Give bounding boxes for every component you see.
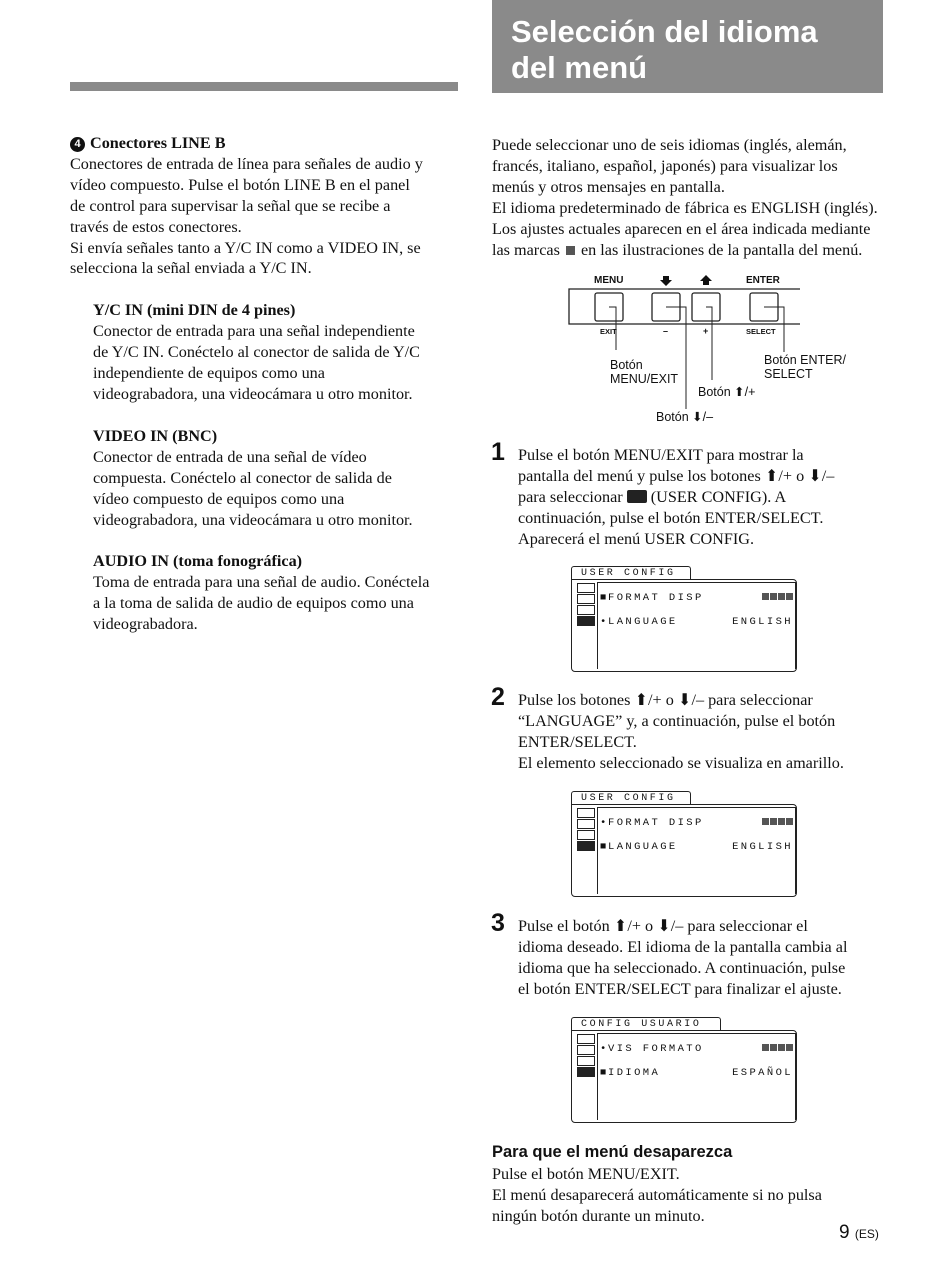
footer-text: Pulse el botón MENU/EXIT. El menú desaparecerá automáticamente si no pulsa ningún botón durante un minuto. bbox=[492, 1165, 822, 1225]
step-3-text: Pulse el botón ⬆/+ o ⬇/– para seleccionar el idioma deseado. El idioma de la pantalla cambia al idioma que ha seleccionado. A continuación, pulse el botón ENTER/SELECT para finalizar el ajuste. bbox=[518, 917, 848, 998]
select-label: SELECT bbox=[746, 327, 776, 336]
step-number-1: 1 bbox=[491, 438, 505, 466]
button-diagram-lines bbox=[560, 272, 860, 432]
section-heading: 4 Conectores LINE B bbox=[70, 133, 465, 154]
menu-row-language: ■LANGUAGE ENGLISH bbox=[600, 841, 793, 853]
plus-box-icon bbox=[577, 605, 595, 615]
menu-button-top-label: MENU bbox=[594, 275, 624, 286]
menu-row-format: •FORMAT DISP bbox=[600, 817, 793, 829]
exit-label: EXIT bbox=[600, 327, 617, 336]
title-banner bbox=[492, 0, 883, 93]
up-arrow-icon: ⬆ bbox=[734, 385, 745, 399]
toolbox-icon bbox=[577, 616, 595, 626]
section-number-badge: 4 bbox=[70, 137, 85, 152]
enter-select-callout: Botón ENTER/ SELECT bbox=[764, 353, 846, 381]
enter-button-top-label: ENTER bbox=[746, 275, 780, 286]
picture-icon bbox=[577, 808, 595, 818]
step-number-2: 2 bbox=[491, 683, 505, 711]
step-number-3: 3 bbox=[491, 909, 505, 937]
setting-mark-icon bbox=[566, 246, 575, 255]
plus-box-icon bbox=[577, 1056, 595, 1066]
page-title: Selección del idioma del menú bbox=[511, 14, 818, 85]
minus-callout: Botón ⬇/– bbox=[656, 410, 714, 424]
meter-icon bbox=[577, 594, 595, 604]
toolbox-icon bbox=[577, 841, 595, 851]
up-arrow-icon: ⬆ bbox=[613, 917, 628, 935]
yc-in-block: Y/C IN (mini DIN de 4 pines) Conector de entrada para una señal independiente de Y/C IN. Conéctelo al conector de salida de Y/C independiente de equipos como una videograbadora, una videocámara u otro monitor. VIDEO IN (BNC) Conector de entrada de una señal de vídeo compuesta. Conéctelo al conector de salida de vídeo compuesto de equipos como una videograbadora, una videocámara u otro monitor. AUDIO IN (toma fonográfica) Toma de entrada para una señal de audio. Conéctela a la toma de salida de audio de equipos como una videograbadora. bbox=[93, 301, 430, 634]
header-rule bbox=[70, 82, 458, 91]
picture-icon bbox=[577, 583, 595, 593]
plus-label: + bbox=[703, 326, 709, 336]
setting-bars bbox=[761, 1043, 793, 1055]
setting-bars bbox=[761, 592, 793, 604]
menu-screen-3 bbox=[571, 1017, 797, 1123]
menu-exit-callout: Botón MENU/EXIT bbox=[610, 358, 679, 386]
button-diagram bbox=[560, 272, 860, 432]
plus-callout: Botón ⬆/+ bbox=[698, 385, 756, 399]
footer-heading: Para que el menú desaparezca bbox=[492, 1143, 733, 1161]
toolbox-icon bbox=[627, 490, 647, 503]
plus-box-icon bbox=[577, 830, 595, 840]
up-arrow-icon: ⬆ bbox=[634, 691, 649, 709]
menu-screen-1 bbox=[571, 566, 797, 672]
menu-row-format: ■FORMAT DISP bbox=[600, 592, 793, 604]
down-arrow-icon: ⬇ bbox=[657, 917, 671, 935]
setting-bars bbox=[761, 817, 793, 829]
down-arrow-icon: ⬇ bbox=[692, 410, 703, 424]
up-arrow-icon: ⬆ bbox=[764, 466, 779, 485]
down-arrow-icon: ⬇ bbox=[677, 691, 692, 709]
step-1-text: Pulse el botón MENU/EXIT para mostrar la pantalla del menú y pulse los botones ⬆/+ o ⬇/– para seleccionar (USER CONFIG). A continuación, pulse el botón ENTER/SELECT. Aparecerá el menú USER CONFIG. bbox=[518, 446, 835, 548]
down-arrow-icon: ⬇ bbox=[808, 466, 822, 485]
menu-row-format: •VIS FORMATO bbox=[600, 1043, 793, 1055]
minus-label: – bbox=[663, 326, 669, 336]
screen-tab: USER CONFIG bbox=[571, 791, 691, 804]
toolbox-icon bbox=[577, 1067, 595, 1077]
meter-icon bbox=[577, 819, 595, 829]
menu-row-language: •LANGUAGE ENGLISH bbox=[600, 616, 793, 628]
page-number: 9 (ES) bbox=[839, 1222, 879, 1243]
step-2-text: Pulse los botones ⬆/+ o ⬇/– para seleccionar “LANGUAGE” y, a continuación, pulse el botón ENTER/SELECT. El elemento seleccionado se visualiza en amarillo. bbox=[518, 691, 844, 772]
intro-text: Puede seleccionar uno de seis idiomas (inglés, alemán, francés, italiano, español, japonés) para visualizar los menús y otros mensajes en pantalla. El idioma predeterminado de fábrica es ENGLISH (inglés). Los ajustes actuales aparecen en el área indicada mediante las marcas en las ilustraciones de la pantalla del menú. bbox=[492, 136, 878, 259]
picture-icon bbox=[577, 1034, 595, 1044]
menu-row-language: ■IDIOMA ESPAÑOL bbox=[600, 1067, 793, 1079]
menu-screen-2 bbox=[571, 791, 797, 897]
left-column: 4 Conectores LINE B Conectores de entrada de línea para señales de audio y vídeo compuesto. Pulse el botón LINE B en el panel de control para supervisar la señal que se recibe a través de estos conectores. Si envía señales tanto a Y/C IN como a VIDEO IN, se selecciona la señal enviada a Y/C IN. Y/C IN (mini DIN de 4 pines) Conector de entrada para una señal independiente de Y/C IN. Conéctelo al conector de salida de Y/C independiente de equipos como una videograbadora, una videocámara u otro monitor. VIDEO IN (BNC) Conector de entrada de una señal de vídeo compuesta. Conéctelo al conector de salida de vídeo compuesto de equipos como una videograbadora, una videocámara u otro monitor. AUDIO IN (toma fonográfica) Toma de entrada para una señal de audio. Conéctela a la toma de salida de audio de equipos como una videograbadora. bbox=[70, 133, 465, 635]
screen-tab: USER CONFIG bbox=[571, 566, 691, 579]
meter-icon bbox=[577, 1045, 595, 1055]
screen-tab: CONFIG USUARIO bbox=[571, 1017, 721, 1030]
